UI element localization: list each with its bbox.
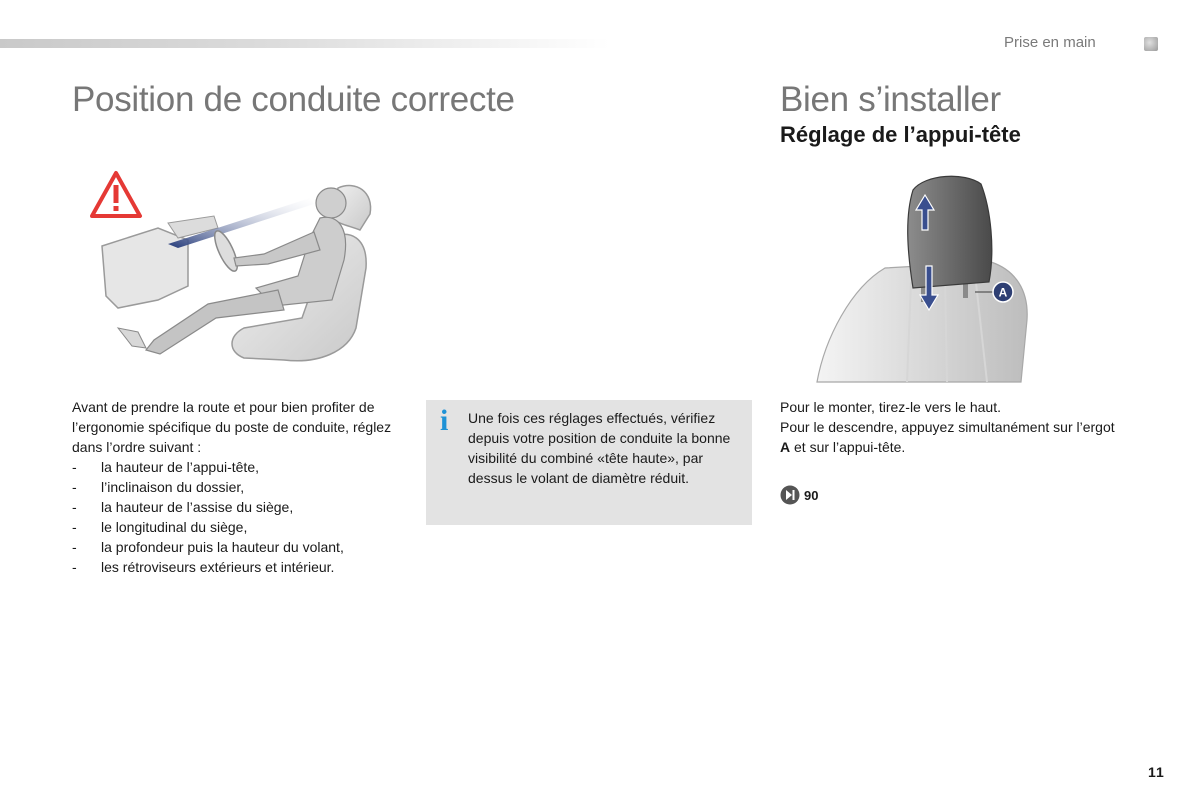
list-marker: - xyxy=(72,499,77,515)
list-item-text: le longitudinal du siège, xyxy=(101,519,248,535)
instruction-lower-end: et sur l’appui-tête. xyxy=(790,439,906,455)
page-title-right: Bien s’installer xyxy=(780,80,1001,119)
list-item xyxy=(72,517,417,537)
instruction-lower-lug: A xyxy=(780,439,791,455)
list-item-text: la hauteur de l’appui-tête, xyxy=(101,459,259,475)
adjustment-steps-list xyxy=(72,457,417,577)
info-box xyxy=(426,400,752,525)
page-reference-number: 90 xyxy=(804,487,819,503)
section-subtitle: Réglage de l’appui-tête xyxy=(780,122,1021,147)
headrest-illustration xyxy=(815,170,1030,385)
list-item xyxy=(72,497,417,517)
header-gradient-bar xyxy=(0,39,610,48)
list-item-text: l’inclinaison du dossier, xyxy=(101,479,245,495)
section-label: Prise en main xyxy=(1004,34,1096,51)
list-item xyxy=(72,537,417,557)
page-reference[interactable] xyxy=(780,485,818,505)
list-item xyxy=(72,557,417,577)
instruction-lower-start: Pour le descendre, appuyez simultanément sur l’ergot xyxy=(780,419,1115,435)
list-marker: - xyxy=(72,559,77,575)
instruction-raise: Pour le monter, tirez-le vers le haut. xyxy=(780,399,1001,415)
driving-position-illustration xyxy=(88,168,398,378)
intro-paragraph: Avant de prendre la route et pour bien profiter de l’ergonomie spécifique du poste de conduite, réglez dans l’ordre suivant : xyxy=(72,399,392,455)
list-item-text: la profondeur puis la hauteur du volant, xyxy=(101,539,344,555)
callout-a-label: A xyxy=(998,285,1008,300)
section-tab-marker xyxy=(1144,37,1158,51)
page-reference-icon xyxy=(780,485,800,505)
page-number: 11 xyxy=(1148,764,1165,780)
info-icon: i xyxy=(440,404,449,437)
list-item xyxy=(72,477,417,497)
info-text: Une fois ces réglages effectués, vérifiez depuis votre position de conduite la bonne visibilité du combiné «tête haute», par dessus le volant de diamètre réduit. xyxy=(468,410,731,486)
list-marker: - xyxy=(72,459,77,475)
list-marker: - xyxy=(72,519,77,535)
list-item-text: les rétroviseurs extérieurs et intérieur. xyxy=(101,559,335,575)
headrest-instructions xyxy=(780,397,1120,457)
list-marker: - xyxy=(72,479,77,495)
list-item-text: la hauteur de l’assise du siège, xyxy=(101,499,294,515)
list-item xyxy=(72,457,417,477)
list-marker: - xyxy=(72,539,77,555)
warning-triangle-icon xyxy=(92,173,140,216)
page-title-left: Position de conduite correcte xyxy=(72,80,515,119)
